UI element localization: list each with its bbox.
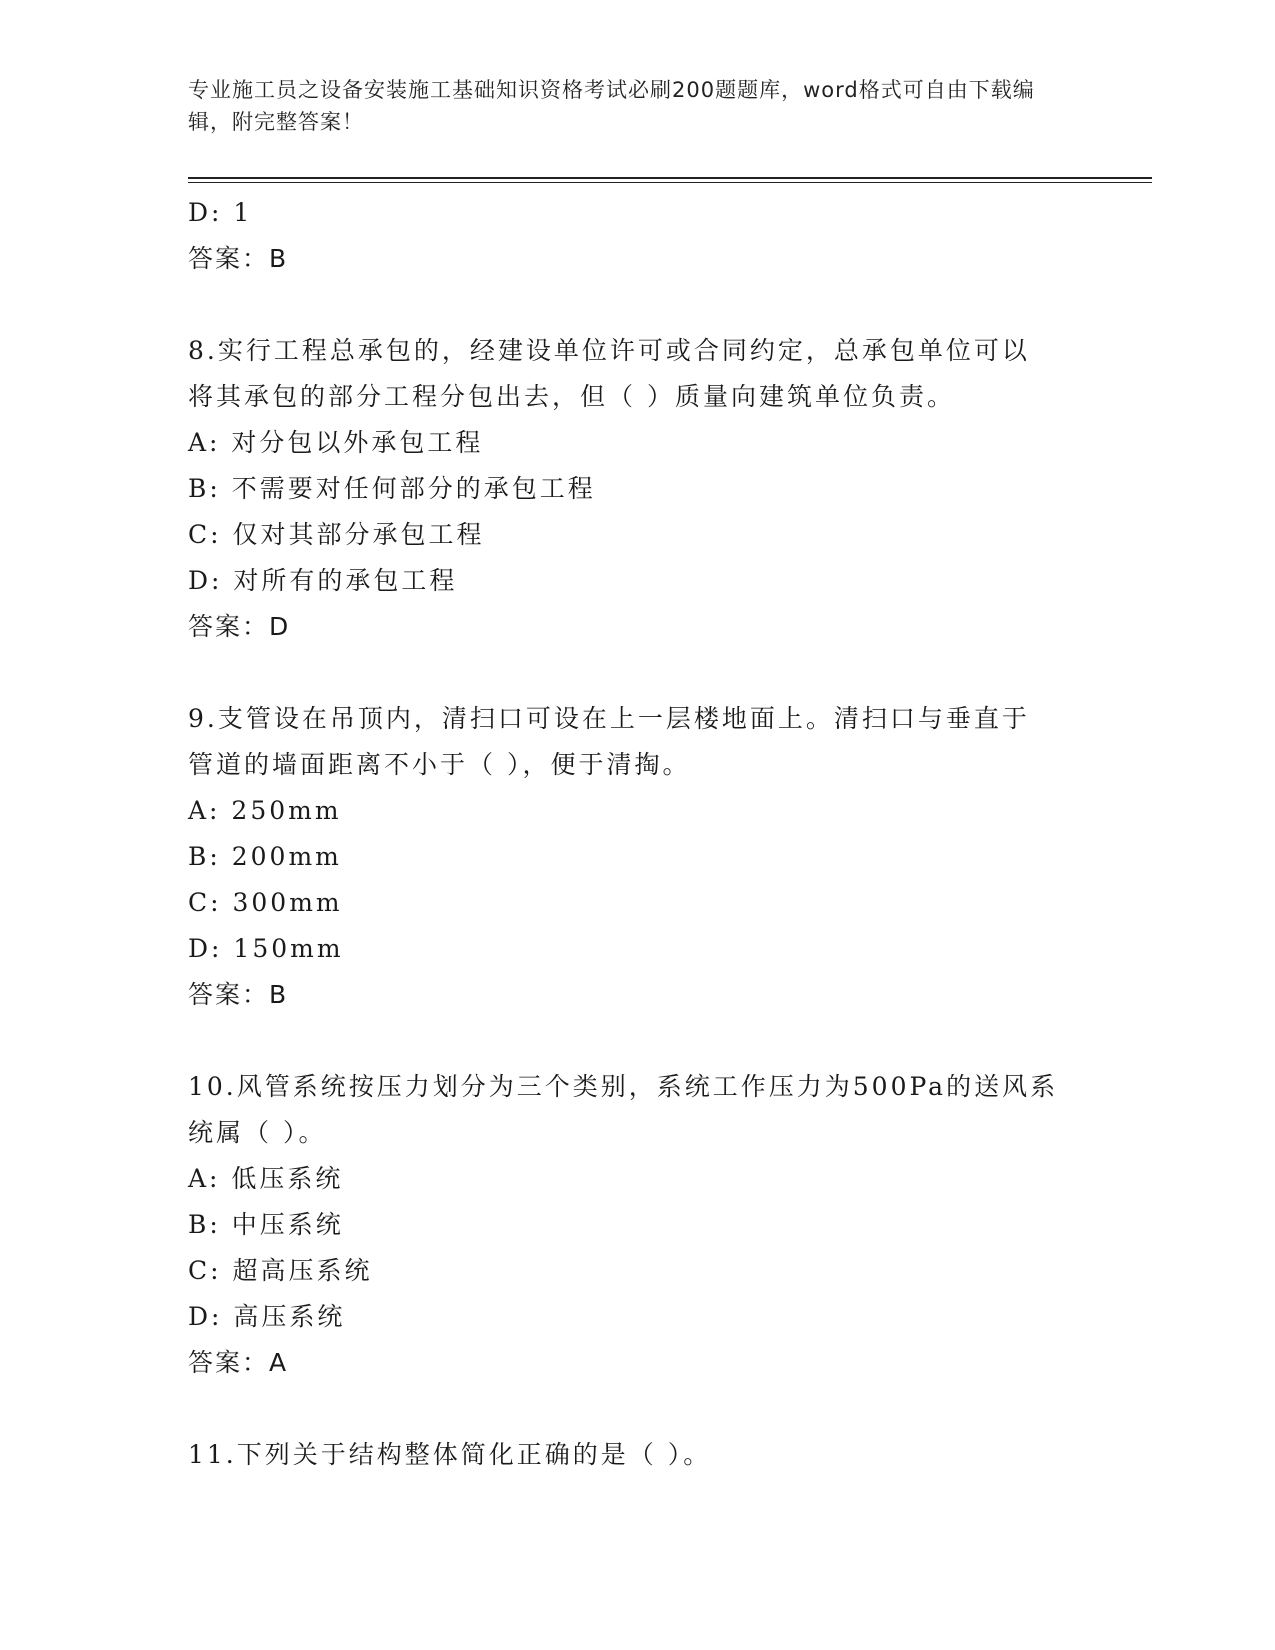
option-a: A: 对分包以外承包工程	[188, 428, 484, 457]
option-d: D: 高压系统	[188, 1302, 346, 1331]
question-stem: 10.风管系统按压力划分为三个类别，系统工作压力为500Pa的送风系	[188, 1072, 1059, 1101]
question-9	[188, 696, 1088, 1018]
spacer	[188, 1018, 1088, 1064]
answer-line: 答案：D	[188, 612, 291, 641]
header-divider-thick	[188, 177, 1152, 179]
option-a: A: 250mm	[188, 796, 342, 825]
option-b: B: 中压系统	[188, 1210, 344, 1239]
question-11	[188, 1432, 1088, 1478]
option-c: C: 超高压系统	[188, 1256, 373, 1285]
option-d: D: 1	[188, 198, 253, 227]
option-c: C: 300mm	[188, 888, 343, 917]
answer-line: 答案：A	[188, 1348, 289, 1377]
question-stem: 将其承包的部分工程分包出去，但（ ）质量向建筑单位负责。	[188, 382, 955, 411]
option-d: D: 对所有的承包工程	[188, 566, 458, 595]
question-stem: 统属（ ）。	[188, 1118, 327, 1147]
document-header: 专业施工员之设备安装施工基础知识资格考试必刷200题题库，word格式可自由下载编辑，附完整答案！	[188, 78, 1035, 134]
header-divider-thin	[188, 182, 1152, 183]
question-stem: 管道的墙面距离不小于（ ），便于清掏。	[188, 750, 691, 779]
option-b: B: 不需要对任何部分的承包工程	[188, 474, 596, 503]
answer-line: 答案：B	[188, 980, 289, 1009]
question-8	[188, 328, 1088, 650]
previous-question-tail	[188, 190, 1088, 282]
spacer	[188, 1386, 1088, 1432]
answer-line: 答案：B	[188, 244, 289, 273]
option-b: B: 200mm	[188, 842, 342, 871]
document-content	[188, 190, 1088, 1478]
spacer	[188, 282, 1088, 328]
question-stem: 8.实行工程总承包的，经建设单位许可或合同约定，总承包单位可以	[188, 336, 1030, 365]
option-c: C: 仅对其部分承包工程	[188, 520, 485, 549]
option-a: A: 低压系统	[188, 1164, 344, 1193]
option-d: D: 150mm	[188, 934, 344, 963]
question-10	[188, 1064, 1088, 1386]
question-stem: 11.下列关于结构整体简化正确的是（ ）。	[188, 1440, 712, 1469]
spacer	[188, 650, 1088, 696]
question-stem: 9.支管设在吊顶内，清扫口可设在上一层楼地面上。清扫口与垂直于	[188, 704, 1030, 733]
